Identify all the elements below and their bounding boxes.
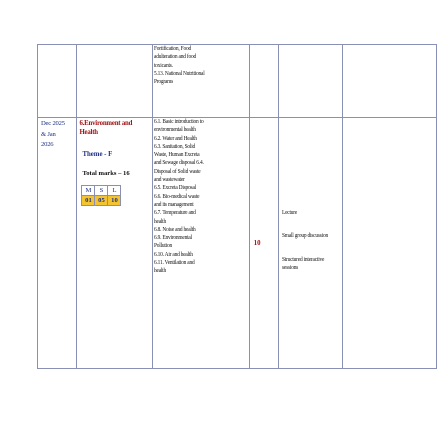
topics-list [153,118,248,276]
unit-cell [77,118,153,369]
marks-header-l: L [108,186,121,196]
topic-line: 5.13. National Nutritional [154,69,205,77]
topic-line: 6.3. Sanitation, Solid [154,142,196,150]
marks-header-row [82,186,121,196]
topic-line: 6.9. Environmental [154,234,193,242]
topic-line: 6.6. Bio-medical waste [154,192,200,200]
marks-value-s: 05 [95,196,108,206]
method-lecture: Lecture [281,209,297,216]
hours-cell [249,118,278,369]
topic-line: and wastewater [154,176,186,184]
topics-cell [153,45,249,118]
date-cell [38,118,77,369]
methods-cell [278,118,342,369]
topic-line: Disposal of Solid waste [154,167,201,175]
topic-line: Fortification, Food [154,45,192,52]
topic-line: and its management [154,200,194,208]
topic-line: 6.1. Basic introduction to [154,118,204,125]
unit-block [77,118,152,206]
topic-line: and Sewage disposal 6.4. [154,159,205,167]
hours-cell-empty [249,45,278,118]
marks-header-s: S [95,186,108,196]
method-structured: Structured interactive [281,255,325,263]
topic-line: toxicants. [154,61,174,69]
hours-value: 10 [253,240,261,247]
topics-cell [153,118,249,369]
topics-list [153,45,248,86]
table-row [38,118,437,369]
total-marks-label: Total marks – 16 [82,170,130,178]
extra-cell-empty [342,45,436,118]
topic-line: 6.2. Water and Health [154,134,198,142]
date-cell-empty [38,45,77,118]
marks-value-row [82,196,121,206]
topic-line: Pollution [154,242,173,250]
date-line: Dec 2025 [41,120,65,127]
topic-line: Programs [154,78,174,86]
date-line: & Jan [41,130,56,138]
extra-cell-empty [342,118,436,369]
topic-line: 6.11. Ventilation and [154,259,195,267]
unit-cell-empty [77,45,153,118]
topic-line: 6.8. Noise and health [154,225,196,233]
curriculum-table [37,44,437,369]
topic-line: 6.7. Temperature and [154,209,197,217]
marks-value-l: 10 [108,196,121,206]
topic-line: Waste, Human Excreta [154,151,200,159]
table-row [38,45,437,118]
unit-title: Health [79,128,98,136]
topic-line: 6.10. Air and health [154,250,194,258]
marks-table [81,185,121,206]
topic-line: adulteration and food [154,53,197,61]
topic-line: health [154,217,167,225]
methods-cell-empty [278,45,342,118]
method-small-group: Small group discussion [281,232,328,240]
topic-line: 6.5. Excreta Disposal [154,184,197,192]
marks-header-m: M [82,186,95,196]
marks-value-m: 01 [82,196,95,206]
topic-line: health [154,267,167,275]
topic-line: environmental health [154,126,197,134]
teaching-methods [279,209,342,272]
theme-label: Theme - F [82,151,113,159]
method-structured: sessions [281,263,298,271]
date-line: 2026 [41,141,54,149]
unit-title: 6.Environment and [79,120,133,127]
